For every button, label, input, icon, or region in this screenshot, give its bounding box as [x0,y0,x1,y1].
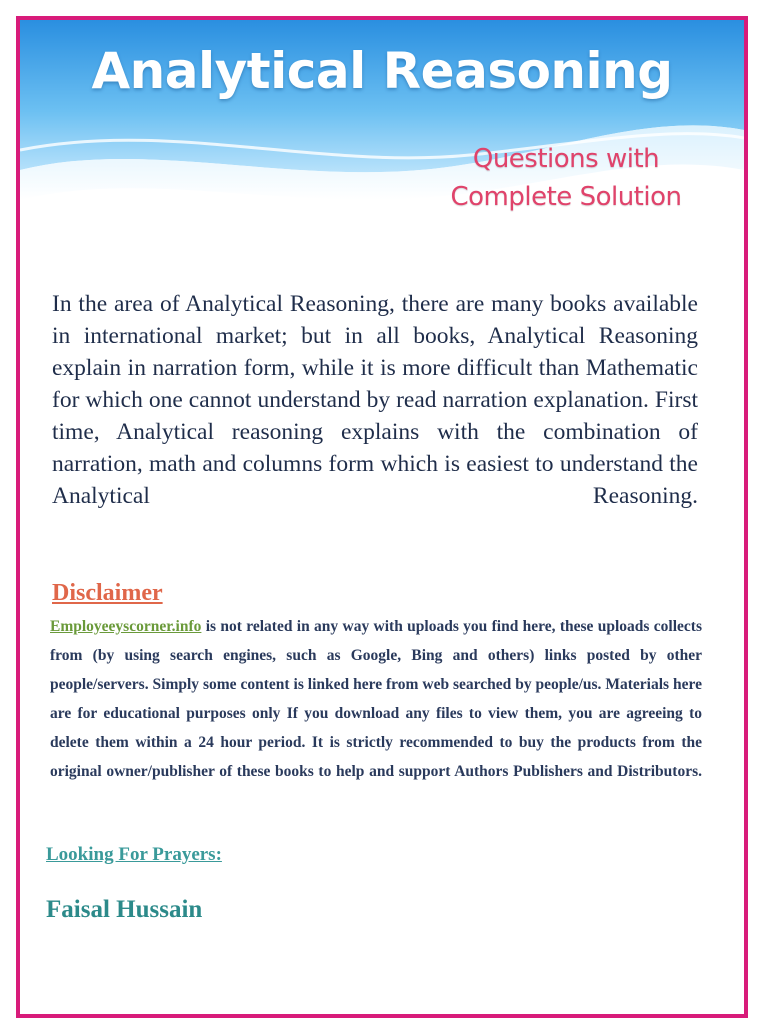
book-title: Analytical Reasoning [91,42,673,100]
disclaimer-text: is not related in any way with uploads you find here, these uploads collects from (by using search engines, such as Google, Bing and others) links posted by other people/servers. Simply some content is linked here from web searched by people/us. Materials here are for educational purposes only If you download any files to view them, you are agreeing to delete them within a 24 hour period. It is strictly recommended to buy the products from the original owner/publisher of these books to help and support Authors Publishers and Distributors. [50,618,702,780]
book-subtitle [416,140,716,216]
subtitle-line-2: Complete Solution [450,182,682,212]
site-link[interactable]: Employeeyscorner.info [50,618,202,635]
disclaimer-heading: Disclaimer [52,580,163,606]
header-banner [20,20,744,280]
author-name: Faisal Hussain [46,896,203,923]
disclaimer-paragraph [50,612,702,786]
intro-paragraph: In the area of Analytical Reasoning, there are many books available in international market; but in all books, Analytical Reasoning explain in narration form, while it is more difficult than Mathematic for which one cannot understand by read narration explanation. First time, Analytical reasoning explains with the combination of narration, math and columns form which is easiest to understand the Analytical Reasoning. [52,291,698,509]
page-frame [16,16,748,1018]
subtitle-line-1: Questions with [472,144,660,174]
prayers-label: Looking For Prayers: [46,844,222,865]
